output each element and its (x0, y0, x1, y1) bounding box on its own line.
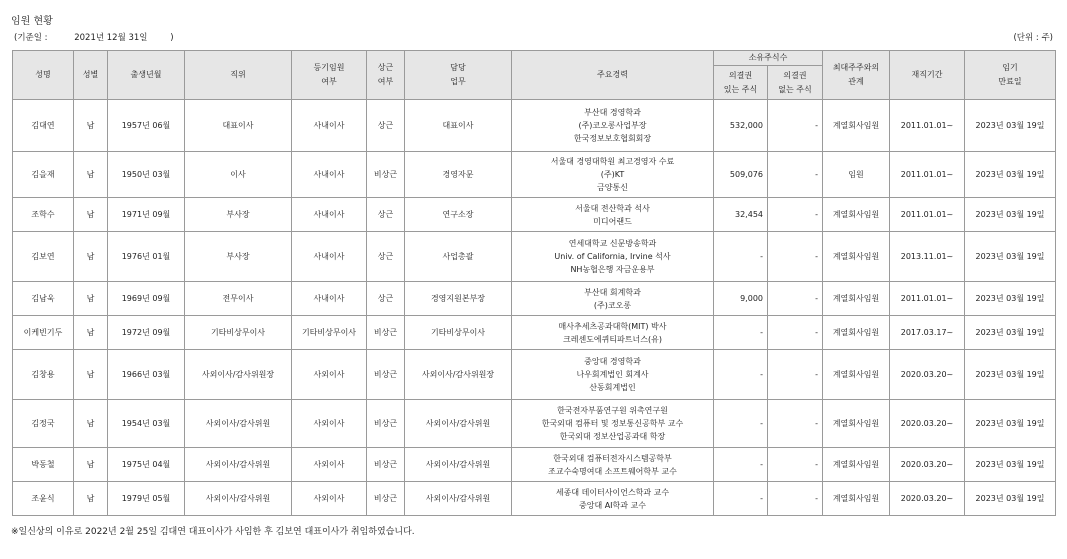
cell-position: 기타비상무이사 (185, 316, 292, 350)
cell-position: 부사장 (185, 232, 292, 282)
cell-registered: 사외이사 (292, 350, 367, 400)
header-career: 주요경력 (512, 51, 714, 100)
cell-name: 박동철 (13, 448, 74, 482)
cell-tenure: 2011.01.01~ (890, 282, 965, 316)
cell-birth: 1969년 09월 (108, 282, 185, 316)
career-line: NH농협은행 자금운용부 (570, 265, 655, 274)
cell-gender: 남 (74, 400, 108, 448)
cell-position: 전무이사 (185, 282, 292, 316)
cell-position: 사외이사/감사위원장 (185, 350, 292, 400)
cell-name: 김을재 (13, 152, 74, 198)
cell-birth: 1950년 03월 (108, 152, 185, 198)
basis-date-line (14, 31, 174, 43)
cell-nonvoting: - (768, 448, 823, 482)
career-line: 서울대 전산학과 석사 (575, 203, 650, 213)
cell-career (512, 100, 714, 152)
cell-nonvoting: - (768, 482, 823, 516)
cell-birth: 1971년 09월 (108, 198, 185, 232)
cell-voting: - (714, 482, 768, 516)
cell-tenure: 2020.03.20~ (890, 350, 965, 400)
cell-birth: 1979년 05월 (108, 482, 185, 516)
cell-duty: 대표이사 (405, 100, 512, 152)
footnote: ※일신상의 이유로 2022년 2월 25일 김대연 대표이사가 사임한 후 김보연 대표이사가 취임하였습니다. (11, 527, 415, 537)
cell-voting: - (714, 350, 768, 400)
cell-duty: 경영지원본부장 (405, 282, 512, 316)
cell-nonvoting: - (768, 152, 823, 198)
cell-duty: 사업총괄 (405, 232, 512, 282)
cell-career (512, 448, 714, 482)
career-line: 세종대 데이터사이언스학과 교수 (555, 487, 670, 497)
cell-fulltime: 비상근 (367, 316, 405, 350)
career-line: 부산대 회계학과 (584, 287, 641, 297)
cell-relation: 계열회사임원 (823, 482, 890, 516)
table-row (13, 448, 1056, 482)
header-nonvoting: 의결권 없는 주식 (768, 66, 823, 100)
career-line: 한국외대 컴퓨터 및 정보통신공학부 교수 (541, 419, 684, 428)
cell-tenure: 2013.11.01~ (890, 232, 965, 282)
cell-duty: 경영자문 (405, 152, 512, 198)
cell-relation: 계열회사임원 (823, 282, 890, 316)
cell-relation: 임원 (823, 152, 890, 198)
cell-voting: 32,454 (714, 198, 768, 232)
career-line: 한국전자부품연구원 위촉연구원 (557, 406, 668, 415)
cell-fulltime: 상근 (367, 282, 405, 316)
cell-nonvoting: - (768, 198, 823, 232)
cell-registered: 사내이사 (292, 282, 367, 316)
header-birth: 출생년월 (108, 51, 185, 100)
cell-position: 사외이사/감사위원 (185, 448, 292, 482)
cell-registered: 사외이사 (292, 400, 367, 448)
cell-relation: 계열회사임원 (823, 400, 890, 448)
header-position: 직위 (185, 51, 292, 100)
cell-fulltime: 상근 (367, 100, 405, 152)
cell-voting: - (714, 232, 768, 282)
cell-tenure: 2011.01.01~ (890, 152, 965, 198)
cell-birth: 1975년 04월 (108, 448, 185, 482)
table-row (13, 316, 1056, 350)
cell-name: 김정국 (13, 400, 74, 448)
career-line: 연세대학교 신문방송학과 (568, 239, 657, 248)
cell-gender: 남 (74, 448, 108, 482)
career-line: Univ. of California, Irvine 석사 (554, 252, 671, 261)
career-line: 부산대 경영학과 (584, 108, 641, 117)
career-line: 조교수숙명여대 소프트웨어학부 교수 (548, 466, 677, 476)
cell-gender: 남 (74, 232, 108, 282)
cell-voting: - (714, 448, 768, 482)
cell-term: 2023년 03월 19일 (965, 316, 1056, 350)
cell-tenure: 2020.03.20~ (890, 448, 965, 482)
page-title: 임원 현황 (11, 16, 53, 27)
cell-name: 김대연 (13, 100, 74, 152)
cell-gender: 남 (74, 152, 108, 198)
table-row (13, 152, 1056, 198)
header-registered: 등기임원 여부 (292, 51, 367, 100)
cell-career (512, 152, 714, 198)
cell-relation: 계열회사임원 (823, 100, 890, 152)
cell-gender: 남 (74, 198, 108, 232)
cell-position: 이사 (185, 152, 292, 198)
table-row (13, 482, 1056, 516)
header-name: 성명 (13, 51, 74, 100)
cell-duty: 사외이사/감사위원 (405, 482, 512, 516)
basis-date: 2021년 12월 31일 (74, 33, 148, 43)
cell-fulltime: 상근 (367, 198, 405, 232)
cell-registered: 기타비상무이사 (292, 316, 367, 350)
cell-duty: 사외이사/감사위원 (405, 400, 512, 448)
cell-birth: 1972년 09월 (108, 316, 185, 350)
career-line: 중앙대 AI학과 교수 (578, 500, 646, 510)
cell-relation: 계열회사임원 (823, 350, 890, 400)
cell-gender: 남 (74, 316, 108, 350)
cell-registered: 사내이사 (292, 198, 367, 232)
career-line: 산동회계법인 (589, 383, 636, 392)
cell-career (512, 316, 714, 350)
cell-tenure: 2020.03.20~ (890, 400, 965, 448)
cell-voting: - (714, 316, 768, 350)
cell-name: 김보연 (13, 232, 74, 282)
cell-term: 2023년 03월 19일 (965, 100, 1056, 152)
header-relation: 최대주주와의 관계 (823, 51, 890, 100)
cell-fulltime: 비상근 (367, 350, 405, 400)
cell-tenure: 2020.03.20~ (890, 482, 965, 516)
cell-relation: 계열회사임원 (823, 316, 890, 350)
cell-registered: 사내이사 (292, 100, 367, 152)
cell-voting: - (714, 400, 768, 448)
basis-label: (기준일 : (14, 33, 48, 43)
cell-tenure: 2017.03.17~ (890, 316, 965, 350)
cell-term: 2023년 03월 19일 (965, 198, 1056, 232)
cell-career (512, 482, 714, 516)
cell-gender: 남 (74, 350, 108, 400)
cell-nonvoting: - (768, 350, 823, 400)
basis-close: ) (170, 33, 174, 43)
header-voting: 의결권 있는 주식 (714, 66, 768, 100)
table-row (13, 350, 1056, 400)
cell-birth: 1966년 03월 (108, 350, 185, 400)
career-line: 한국외대 정보산업공과대 학장 (559, 432, 666, 441)
cell-position: 사외이사/감사위원 (185, 482, 292, 516)
cell-duty: 사외이사/감사위원 (405, 448, 512, 482)
cell-term: 2023년 03월 19일 (965, 232, 1056, 282)
header-shares: 소유주식수 (714, 51, 823, 66)
cell-career (512, 400, 714, 448)
cell-nonvoting: - (768, 100, 823, 152)
header-tenure: 재직기간 (890, 51, 965, 100)
cell-nonvoting: - (768, 232, 823, 282)
cell-fulltime: 비상근 (367, 448, 405, 482)
cell-relation: 계열회사임원 (823, 198, 890, 232)
cell-name: 김창용 (13, 350, 74, 400)
cell-registered: 사내이사 (292, 232, 367, 282)
cell-fulltime: 비상근 (367, 152, 405, 198)
header-fulltime: 상근 여부 (367, 51, 405, 100)
header-gender: 성별 (74, 51, 108, 100)
career-line: 중앙대 경영학과 (584, 357, 641, 366)
cell-name: 김남욱 (13, 282, 74, 316)
header-duty: 담당 업무 (405, 51, 512, 100)
cell-gender: 남 (74, 482, 108, 516)
cell-duty: 연구소장 (405, 198, 512, 232)
cell-fulltime: 상근 (367, 232, 405, 282)
career-line: 미디어랜드 (593, 216, 632, 226)
cell-tenure: 2011.01.01~ (890, 198, 965, 232)
cell-career (512, 232, 714, 282)
cell-term: 2023년 03월 19일 (965, 482, 1056, 516)
cell-birth: 1976년 01월 (108, 232, 185, 282)
cell-duty: 사외이사/감사위원장 (405, 350, 512, 400)
cell-birth: 1954년 03월 (108, 400, 185, 448)
cell-nonvoting: - (768, 282, 823, 316)
cell-term: 2023년 03월 19일 (965, 350, 1056, 400)
career-line: (주)코오롱사업부장 (578, 121, 647, 130)
table-row (13, 232, 1056, 282)
cell-gender: 남 (74, 100, 108, 152)
cell-name: 조학수 (13, 198, 74, 232)
cell-tenure: 2011.01.01~ (890, 100, 965, 152)
cell-name: 이케빈기두 (13, 316, 74, 350)
header-term: 임기 만료일 (965, 51, 1056, 100)
cell-career (512, 282, 714, 316)
table-row (13, 400, 1056, 448)
cell-term: 2023년 03월 19일 (965, 400, 1056, 448)
cell-voting: 532,000 (714, 100, 768, 152)
career-line: (주)KT (600, 170, 625, 179)
career-line: 금양통신 (597, 183, 628, 192)
cell-registered: 사내이사 (292, 152, 367, 198)
cell-voting: 509,076 (714, 152, 768, 198)
cell-relation: 계열회사임원 (823, 448, 890, 482)
career-line: 크레센도에퀴티파트너스(유) (563, 334, 662, 344)
cell-career (512, 198, 714, 232)
executive-table (12, 50, 1056, 516)
table-row (13, 100, 1056, 152)
cell-registered: 사외이사 (292, 448, 367, 482)
cell-position: 사외이사/감사위원 (185, 400, 292, 448)
unit-label: (단위 : 주) (1013, 33, 1053, 43)
cell-relation: 계열회사임원 (823, 232, 890, 282)
cell-birth: 1957년 06월 (108, 100, 185, 152)
cell-duty: 기타비상무이사 (405, 316, 512, 350)
cell-career (512, 350, 714, 400)
cell-fulltime: 비상근 (367, 482, 405, 516)
cell-fulltime: 비상근 (367, 400, 405, 448)
cell-nonvoting: - (768, 400, 823, 448)
cell-term: 2023년 03월 19일 (965, 448, 1056, 482)
career-line: 한국정보보호협회회장 (573, 134, 652, 143)
table-row (13, 282, 1056, 316)
cell-registered: 사외이사 (292, 482, 367, 516)
cell-position: 부사장 (185, 198, 292, 232)
cell-gender: 남 (74, 282, 108, 316)
cell-term: 2023년 03월 19일 (965, 282, 1056, 316)
career-line: 서울대 경영대학원 최고경영자 수료 (550, 157, 675, 166)
career-line: (주)코오롱 (593, 300, 632, 310)
career-line: 나우회계법인 회계사 (576, 370, 649, 379)
cell-voting: 9,000 (714, 282, 768, 316)
career-line: 한국외대 컴퓨터전자시스템공학부 (553, 453, 672, 463)
cell-position: 대표이사 (185, 100, 292, 152)
cell-nonvoting: - (768, 316, 823, 350)
table-body (13, 100, 1056, 516)
table-row (13, 198, 1056, 232)
cell-name: 조윤식 (13, 482, 74, 516)
cell-term: 2023년 03월 19일 (965, 152, 1056, 198)
career-line: 매사추세츠공과대학(MIT) 박사 (558, 321, 667, 331)
